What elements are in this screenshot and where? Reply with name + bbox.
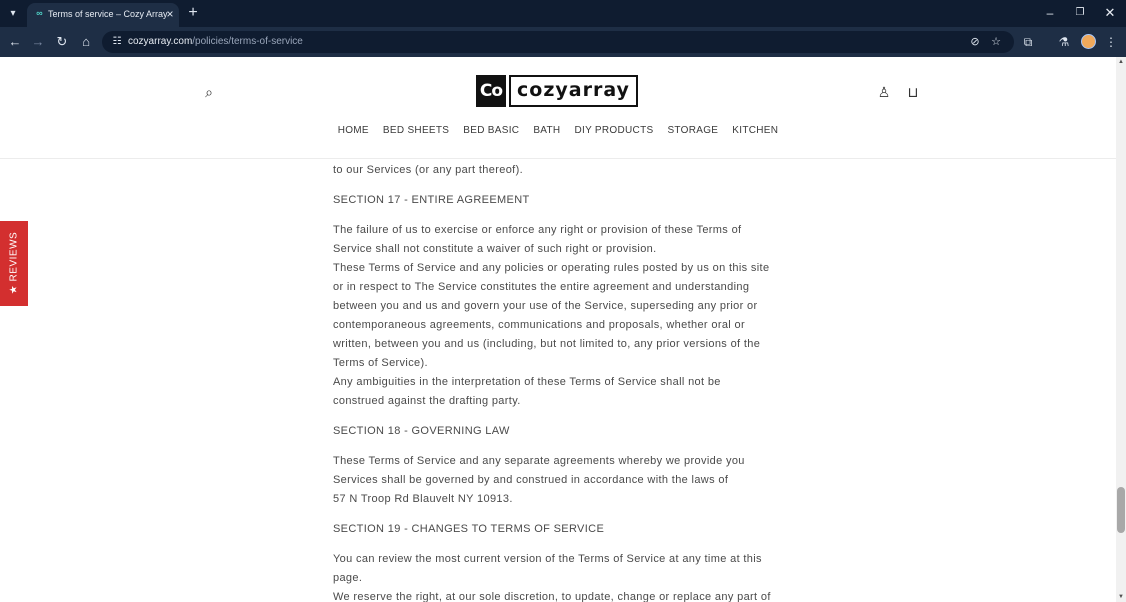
address-bar[interactable] <box>102 31 1014 53</box>
site-favicon-icon: ∞ <box>36 8 43 18</box>
scroll-thumb[interactable] <box>1117 487 1125 533</box>
home-button[interactable]: ⌂ <box>82 34 90 49</box>
logo-wordmark: cozyarray <box>509 75 638 107</box>
tab-search-button[interactable]: ▾ <box>10 8 16 19</box>
section-19-paragraph-1 <box>333 550 783 588</box>
scroll-up-arrow-icon[interactable]: ▲ <box>1118 59 1124 65</box>
section-18-heading: SECTION 18 - GOVERNING LAW <box>333 425 510 437</box>
text-line: Service shall not constitute a waiver of such right or provision. <box>333 243 657 255</box>
nav-storage[interactable]: STORAGE <box>667 125 719 136</box>
tab-title: Terms of service – Cozy Array <box>48 9 168 19</box>
profile-avatar[interactable] <box>1081 34 1096 49</box>
nav-kitchen[interactable]: KITCHEN <box>732 125 779 136</box>
cart-icon[interactable]: ⊔ <box>907 84 919 100</box>
reload-button[interactable]: ↻ <box>56 34 68 49</box>
section-17-heading: SECTION 17 - ENTIRE AGREEMENT <box>333 194 530 206</box>
text-line: page. <box>333 572 363 584</box>
text-line: contemporaneous agreements, communications and proposals, whether oral or <box>333 319 745 331</box>
text-line: These Terms of Service and any separate agreements whereby we provide you <box>333 455 745 467</box>
nav-bath[interactable]: BATH <box>533 125 561 136</box>
section-17-paragraph-2 <box>333 259 783 373</box>
site-info-icon[interactable]: ☷ <box>112 36 122 47</box>
text-line: between you and us and govern your use of the Service, superseding any prior or <box>333 300 758 312</box>
extensions-icon[interactable]: ⧉ <box>1023 35 1033 49</box>
browser-tab-bar <box>0 0 1126 27</box>
nav-bed-sheets[interactable]: BED SHEETS <box>382 125 450 136</box>
text-line: Any ambiguities in the interpretation of these Terms of Service shall not be <box>333 376 721 388</box>
url-text[interactable] <box>128 36 303 47</box>
bookmark-star-icon[interactable]: ☆ <box>991 36 1001 48</box>
text-line: 57 N Troop Rd Blauvelt NY 10913. <box>333 493 513 505</box>
nav-home[interactable]: HOME <box>337 125 369 136</box>
forward-button[interactable]: → <box>31 34 45 49</box>
logo-mark: Co <box>476 75 506 107</box>
site-header <box>0 57 1116 159</box>
browser-toolbar <box>0 27 1126 57</box>
close-window-button[interactable]: ✕ <box>1104 5 1116 20</box>
reviews-label: ★ REVIEWS <box>8 231 20 295</box>
text-line: These Terms of Service and any policies or operating rules posted by us on this site <box>333 262 770 274</box>
text-line: written, between you and us (including, but not limited to, any prior versions of the <box>333 338 761 350</box>
site-logo[interactable] <box>476 75 638 107</box>
back-button[interactable]: ← <box>8 34 22 49</box>
section-17-paragraph-3 <box>333 373 783 411</box>
account-icon[interactable]: ♙ <box>877 84 891 100</box>
page-scrollbar[interactable] <box>1116 57 1126 602</box>
text-line: Services shall be governed by and construed in accordance with the laws of <box>333 474 729 486</box>
paragraph-line: to our Services (or any part thereof). <box>333 164 523 176</box>
text-line: or in respect to The Service constitutes the entire agreement and understanding <box>333 281 750 293</box>
browser-menu-icon[interactable]: ⋮ <box>1105 35 1117 49</box>
nav-diy-products[interactable]: DIY PRODUCTS <box>574 125 654 136</box>
minimize-button[interactable]: – <box>1046 6 1054 20</box>
nav-bed-basic[interactable]: BED BASIC <box>463 125 520 136</box>
text-line: You can review the most current version of the Terms of Service at any time at this <box>333 553 762 565</box>
search-icon[interactable]: ⌕ <box>205 84 213 100</box>
section-18-paragraph-1 <box>333 452 783 509</box>
main-nav <box>0 125 1116 136</box>
scroll-down-arrow-icon[interactable]: ▼ <box>1118 594 1124 600</box>
eye-off-icon[interactable]: ⊘ <box>970 36 980 48</box>
text-line: We reserve the right, at our sole discretion, to update, change or replace any part of <box>333 591 771 602</box>
restore-button[interactable]: ❐ <box>1075 7 1085 18</box>
url-path: /policies/terms-of-service <box>192 36 303 47</box>
url-host: cozyarray.com <box>128 36 193 47</box>
new-tab-button[interactable]: + <box>188 4 198 21</box>
labs-flask-icon[interactable]: ⚗ <box>1058 35 1070 49</box>
text-line: The failure of us to exercise or enforce any right or provision of these Terms of <box>333 224 742 236</box>
text-line: Terms of Service). <box>333 357 428 369</box>
browser-tab[interactable] <box>27 3 179 27</box>
reviews-tab[interactable] <box>0 221 28 306</box>
section-17-paragraph-1 <box>333 221 783 259</box>
section-19-paragraph-2 <box>333 588 783 602</box>
section-19-heading: SECTION 19 - CHANGES TO TERMS OF SERVICE <box>333 523 605 535</box>
text-line: construed against the drafting party. <box>333 395 521 407</box>
tab-close-icon[interactable]: × <box>166 7 174 21</box>
page-viewport <box>0 57 1116 602</box>
terms-content <box>333 161 783 602</box>
